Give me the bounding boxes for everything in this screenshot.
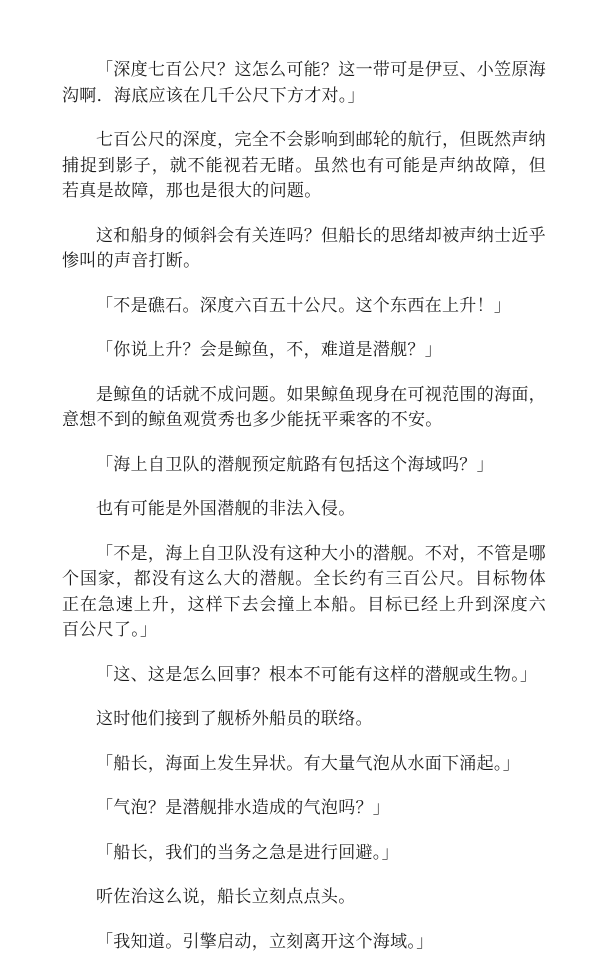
paragraph: 「船长，我们的当务之急是进行回避。」 bbox=[96, 842, 399, 863]
paragraph: 「我知道。引擎启动，立刻离开这个海域。」 bbox=[96, 931, 434, 952]
paragraph: 「不是礁石。深度六百五十公尺。这个东西在上升！」 bbox=[96, 295, 512, 316]
paragraph: 也有可能是外国潜舰的非法入侵。 bbox=[96, 499, 356, 519]
document-page bbox=[62, 58, 546, 974]
paragraph: 是鲸鱼的话就不成问题。如果鲸鱼现身在可视范围的海面，意想不到的鲸鱼观赏秀也多少能抚平乘客的不安。 bbox=[62, 384, 546, 430]
paragraph: 「深度七百公尺？这怎么可能？这一带可是伊豆、小笠原海沟啊．海底应该在几千公尺下方才对。」 bbox=[62, 60, 546, 106]
paragraph: 这和船身的倾斜会有关连吗？但船长的思绪却被声纳士近乎惨叫的声音打断。 bbox=[62, 225, 546, 271]
paragraph: 「这、这是怎么回事？根本不可能有这样的潜舰或生物。」 bbox=[96, 664, 538, 685]
paragraph: 听佐治这么说，船长立刻点点头。 bbox=[96, 887, 356, 907]
paragraph: 「你说上升？会是鲸鱼，不，难道是潜舰？」 bbox=[96, 340, 442, 360]
paragraph: 「气泡？是潜舰排水造成的气泡吗？」 bbox=[96, 798, 391, 818]
paragraph: 「不是，海上自卫队没有这种大小的潜舰。不对，不管是哪个国家，都没有这么大的潜舰。全长约有三百公尺。目标物体正在急速上升，这样下去会撞上本船。目标已经上升到深度六百公尺了。」 bbox=[62, 543, 546, 640]
paragraph: 这时他们接到了舰桥外船员的联络。 bbox=[96, 709, 373, 729]
paragraph: 「海上自卫队的潜舰预定航路有包括这个海域吗？」 bbox=[96, 454, 494, 475]
paragraph: 七百公尺的深度，完全不会影响到邮轮的航行，但既然声纳捕捉到影子，就不能视若无睹。虽然也有可能是声纳故障，但若真是故障，那也是很大的问题。 bbox=[62, 130, 546, 201]
paragraph: 「船长，海面上发生异状。有大量气泡从水面下涌起。」 bbox=[96, 753, 520, 774]
